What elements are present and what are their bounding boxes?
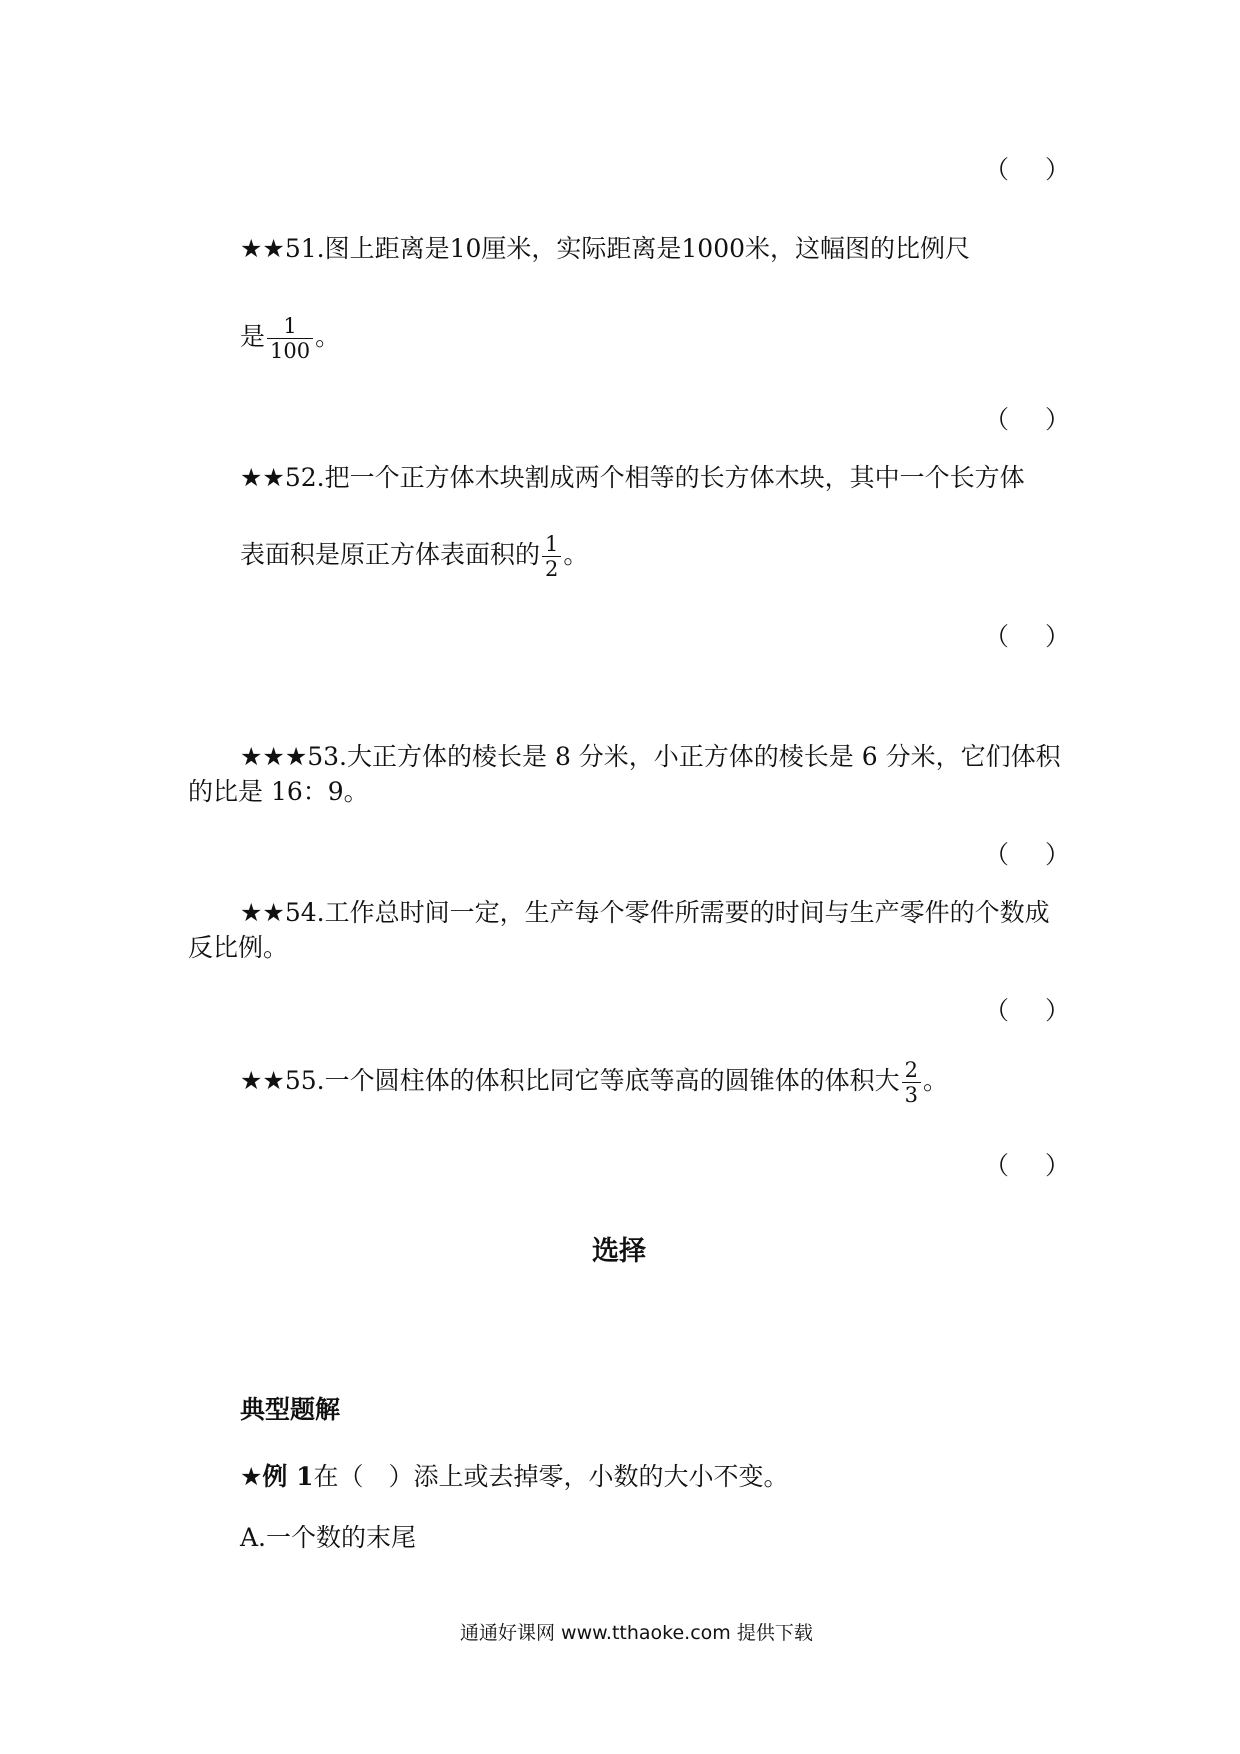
answer-blank-54: （ ） [984,996,1084,1025]
question-53-line1: ★★★53.大正方体的棱长是 8 分米，小正方体的棱长是 6 分米，它们体积 [240,742,1061,771]
question-51-line1: ★★51.图上距离是10厘米，实际距离是1000米，这幅图的比例尺 [240,234,971,263]
section-title: 选择 [592,1236,646,1267]
difficulty-stars: ★★ [240,234,285,263]
answer-blank-50: （ ） [984,155,1084,184]
page-footer: 通通好课网 www.tthaoke.com 提供下载 [460,1622,813,1644]
fraction-1-2: $\frac{1}{2}$ [542,532,561,581]
answer-blank-53: （ ） [984,840,1084,869]
difficulty-stars: ★★ [240,463,285,492]
question-52-line2: 表面积是原正方体表面积的 $\frac{1}{2}$ 。 [240,532,589,581]
example-label: 例 1 [262,1462,314,1491]
question-52-line1: ★★52.把一个正方体木块割成两个相等的长方体木块，其中一个长方体 [240,463,1025,492]
answer-blank-51: （ ） [984,405,1084,434]
example-1: ★例 1在（ ）添上或去掉零，小数的大小不变。 [240,1462,789,1491]
difficulty-stars: ★★★ [240,742,308,771]
question-54-line2: 反比例。 [188,933,289,962]
difficulty-stars: ★★ [240,1066,285,1095]
answer-blank-52: （ ） [984,622,1084,651]
answer-blank-55: （ ） [984,1151,1084,1180]
subsection-title: 典型题解 [240,1395,341,1424]
fraction-1-100: $\frac{1}{100}$ [267,314,313,363]
question-55-line1: ★★55.一个圆柱体的体积比同它等底等高的圆锥体的体积大 $\frac{2}{3}$ 。 [240,1058,948,1107]
option-a: A.一个数的末尾 [240,1523,417,1552]
question-54-line1: ★★54.工作总时间一定，生产每个零件所需要的时间与生产零件的个数成 [240,898,1050,927]
question-53-line2: 的比是 16：9。 [188,777,369,806]
fraction-2-3: $\frac{2}{3}$ [902,1058,921,1107]
difficulty-stars: ★★ [240,898,285,927]
difficulty-star: ★ [240,1462,263,1491]
question-51-line2: 是 $\frac{1}{100}$ 。 [240,314,341,363]
